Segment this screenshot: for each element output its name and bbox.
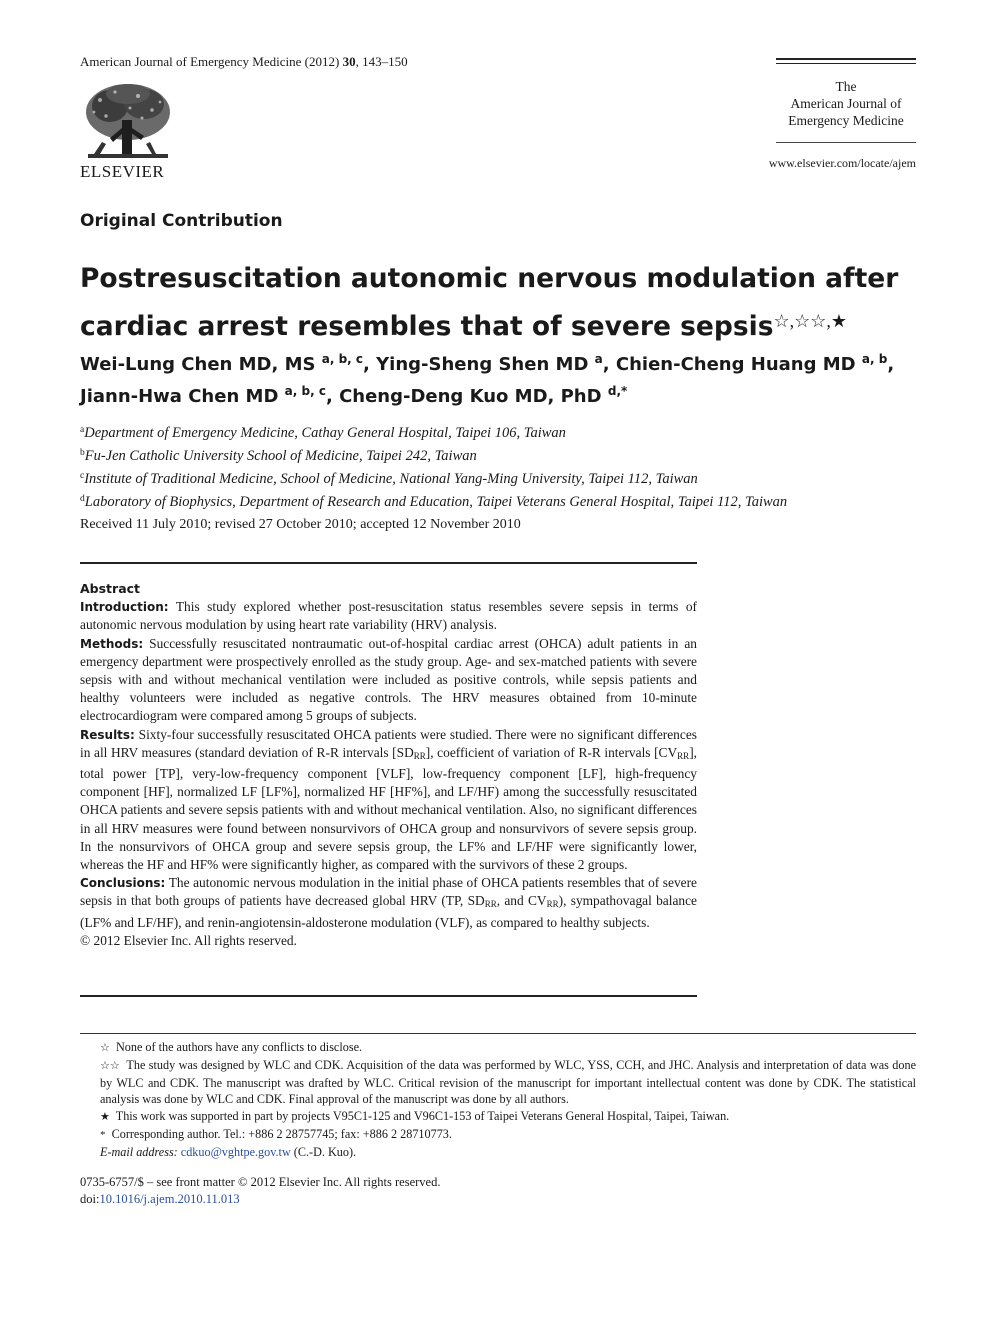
footnote-item: * Corresponding author. Tel.: +886 2 28757745; fax: +886 2 28710773.: [80, 1126, 916, 1144]
title-line-2: [80, 300, 920, 348]
journal-masthead: [776, 78, 916, 129]
abstract-heading: Abstract: [80, 581, 141, 596]
affiliation-item: $^d$Laboratory of Biophysics, Department of Research and Education, Taipei Veterans General Hospital, Taipei 112, Taiwan: [80, 494, 788, 510]
publisher-wordmark: ELSEVIER: [80, 162, 165, 181]
author-name[interactable]: Wei-Lung Chen MD, MS: [80, 354, 316, 375]
abstract-conclusions: Conclusions: The autonomic nervous modulation in the initial phase of OHCA patients resembles that of severe sepsis in that both groups of patients have decreased global HRV (TP, $SD_{RR}$, and $CV_{RR}$), sympathovagal balance (LF% and LF/HF), and renin-angiotensin-aldosterone modulation (VLF), as compared to healthy subjects.: [80, 875, 697, 930]
author-name[interactable]: Chien-Cheng Huang MD: [615, 354, 856, 375]
affiliation-item: $^c$Institute of Traditional Medicine, School of Medicine, National Yang-Ming University, Taipei 112, Taiwan: [80, 471, 698, 487]
front-matter-info: [80, 1174, 440, 1208]
abstract-results: Results: Sixty-four successfully resuscitated OHCA patients were studied. There were no significant differences in all HRV measures (standard deviation of R-R intervals $[SD_{RR}]$, coefficient of variation of R-R intervals $[CV_{RR}]$, total power [TP], very-low-frequency component [VLF], low-frequency component [LF], high-frequency component [HF], normalized LF [LF%], normalized HF [HF%], and LF/HF) among the successfully resuscitated OHCA patients and severe sepsis patients with and without mechanical ventilation. Also, no significant differences in all HRV measures were found between nonsurvivors of OHCA group and nonsurvivors of severe sepsis group. In the nonsurvivors of OHCA group and severe sepsis group, the LF% and LF/HF were significantly lower, whereas the HF and HF% were significantly higher, as compared with the survivors of these 2 groups.: [80, 726, 697, 873]
author-affiliation-sup: a, b: [861, 352, 888, 366]
elsevier-tree-logo-icon: [80, 80, 175, 166]
author-name[interactable]: Cheng-Deng Kuo MD, PhD: [339, 386, 602, 407]
footnote-item: ★ This work was supported in part by projects V95C1-125 and V96C1-153 of Taipei Veterans General Hospital, Taipei, Taiwan.: [80, 1108, 916, 1126]
abstract-top-rule: [80, 562, 697, 564]
journal-volume: 30: [342, 54, 356, 69]
abstract-box: [80, 580, 697, 950]
journal-citation: [80, 54, 408, 70]
title-line-1: Postresuscitation autonomic nervous modulation after: [80, 263, 899, 294]
abstract-methods: Methods: Successfully resuscitated nontraumatic out-of-hospital cardiac arrest (OHCA) adult patients in an emergency department were prospectively enrolled as the study group. Age- and sex-matched patients with severe sepsis with and without mechanical ventilation were included as positive controls, while sepsis patients and healthy volunteers were included as negative controls. The HRV measures obtained from 10-minute electrocardiogram were compared among 5 groups of subjects.: [80, 635, 697, 724]
affiliation-item: $^a$Department of Emergency Medicine, Cathay General Hospital, Taipei 106, Taiwan: [80, 425, 566, 441]
author-affiliation-sup: d,*: [607, 384, 628, 398]
author-name[interactable]: Ying-Sheng Shen MD: [376, 354, 589, 375]
doi-link[interactable]: 10.1016/j.ajem.2010.11.013: [99, 1192, 240, 1206]
masthead-line-3: Emergency Medicine: [788, 113, 904, 128]
footnote-mark: ★: [100, 1111, 110, 1124]
email-link[interactable]: cdkuo@vghtpe.gov.tw: [180, 1144, 291, 1159]
footnote-rule: [80, 1033, 916, 1034]
author-affiliation-sup: a, b, c: [284, 384, 326, 398]
author-line-2: Jiann-Hwa Chen MD $^{a, b, c}$, Cheng-Deng Kuo MD, PhD $^{d,*}$: [80, 384, 628, 407]
footnote-mark: *: [100, 1128, 106, 1141]
footnote-mark: ☆: [100, 1042, 110, 1054]
issn-line: 0735-6757/$ – see front matter © 2012 Elsevier Inc. All rights reserved.: [80, 1175, 441, 1189]
author-affiliation-sup: a, b, c: [321, 352, 364, 366]
journal-citation-prefix: American Journal of Emergency Medicine (2012): [80, 54, 340, 69]
footnote-item: ☆☆ The study was designed by WLC and CDK. Acquisition of the data was performed by WLC, YSS, CCH, and JHC. Analysis and interpretation of data was done by WLC and CDK. The manuscript was drafted by WLC. Critical revision of the manuscript for important intellectual content was done by CDK. The statistical analysis was done by WLC and CDK. Final approval of the manuscript was done by all authors.: [100, 1057, 916, 1107]
footnote-item: ☆ None of the authors have any conflicts to disclose.: [80, 1039, 916, 1057]
article-title: [80, 258, 920, 348]
doi-line: doi:10.1016/j.ajem.2010.11.013: [80, 1192, 240, 1206]
masthead-line-1: The: [835, 79, 857, 94]
masthead-top-rules: [776, 58, 916, 67]
abstract-introduction: Introduction: This study explored whether post-resuscitation status resembles severe sepsis in terms of autonomic nervous modulation by using heart rate variability (HRV) analysis.: [80, 599, 697, 633]
abstract-copyright: © 2012 Elsevier Inc. All rights reserved.: [80, 932, 297, 948]
author-affiliation-sup: a: [594, 352, 603, 366]
affiliation-list: [80, 420, 940, 512]
footnote-mark: ☆☆: [100, 1059, 120, 1072]
affiliation-item: $^b$Fu-Jen Catholic University School of Medicine, Taipei 242, Taiwan: [80, 448, 477, 464]
masthead-line-2: American Journal of: [790, 96, 902, 111]
author-line-1: Wei-Lung Chen MD, MS $^{a, b, c}$, Ying-Sheng Shen MD $^a$, Chien-Cheng Huang MD $^{a, b}$,: [80, 352, 895, 375]
author-name[interactable]: Jiann-Hwa Chen MD: [80, 386, 279, 407]
journal-pages: , 143–150: [355, 54, 408, 69]
abstract-bottom-rule: [80, 995, 697, 997]
author-list: [80, 346, 920, 410]
article-type: Original Contribution: [80, 211, 283, 231]
journal-url-link[interactable]: www.elsevier.com/locate/ajem: [768, 156, 916, 170]
footnotes: [80, 1039, 916, 1161]
masthead-bottom-rule: [776, 142, 916, 143]
title-line-2-text: cardiac arrest resembles that of severe sepsis: [80, 311, 774, 342]
article-history-dates: Received 11 July 2010; revised 27 October 2010; accepted 12 November 2010: [80, 517, 521, 532]
corresponding-email: E-mail address: cdkuo@vghtpe.gov.tw (C.-D. Kuo).: [100, 1144, 357, 1159]
title-footnote-marks[interactable]: ☆,☆☆,★: [773, 311, 848, 331]
